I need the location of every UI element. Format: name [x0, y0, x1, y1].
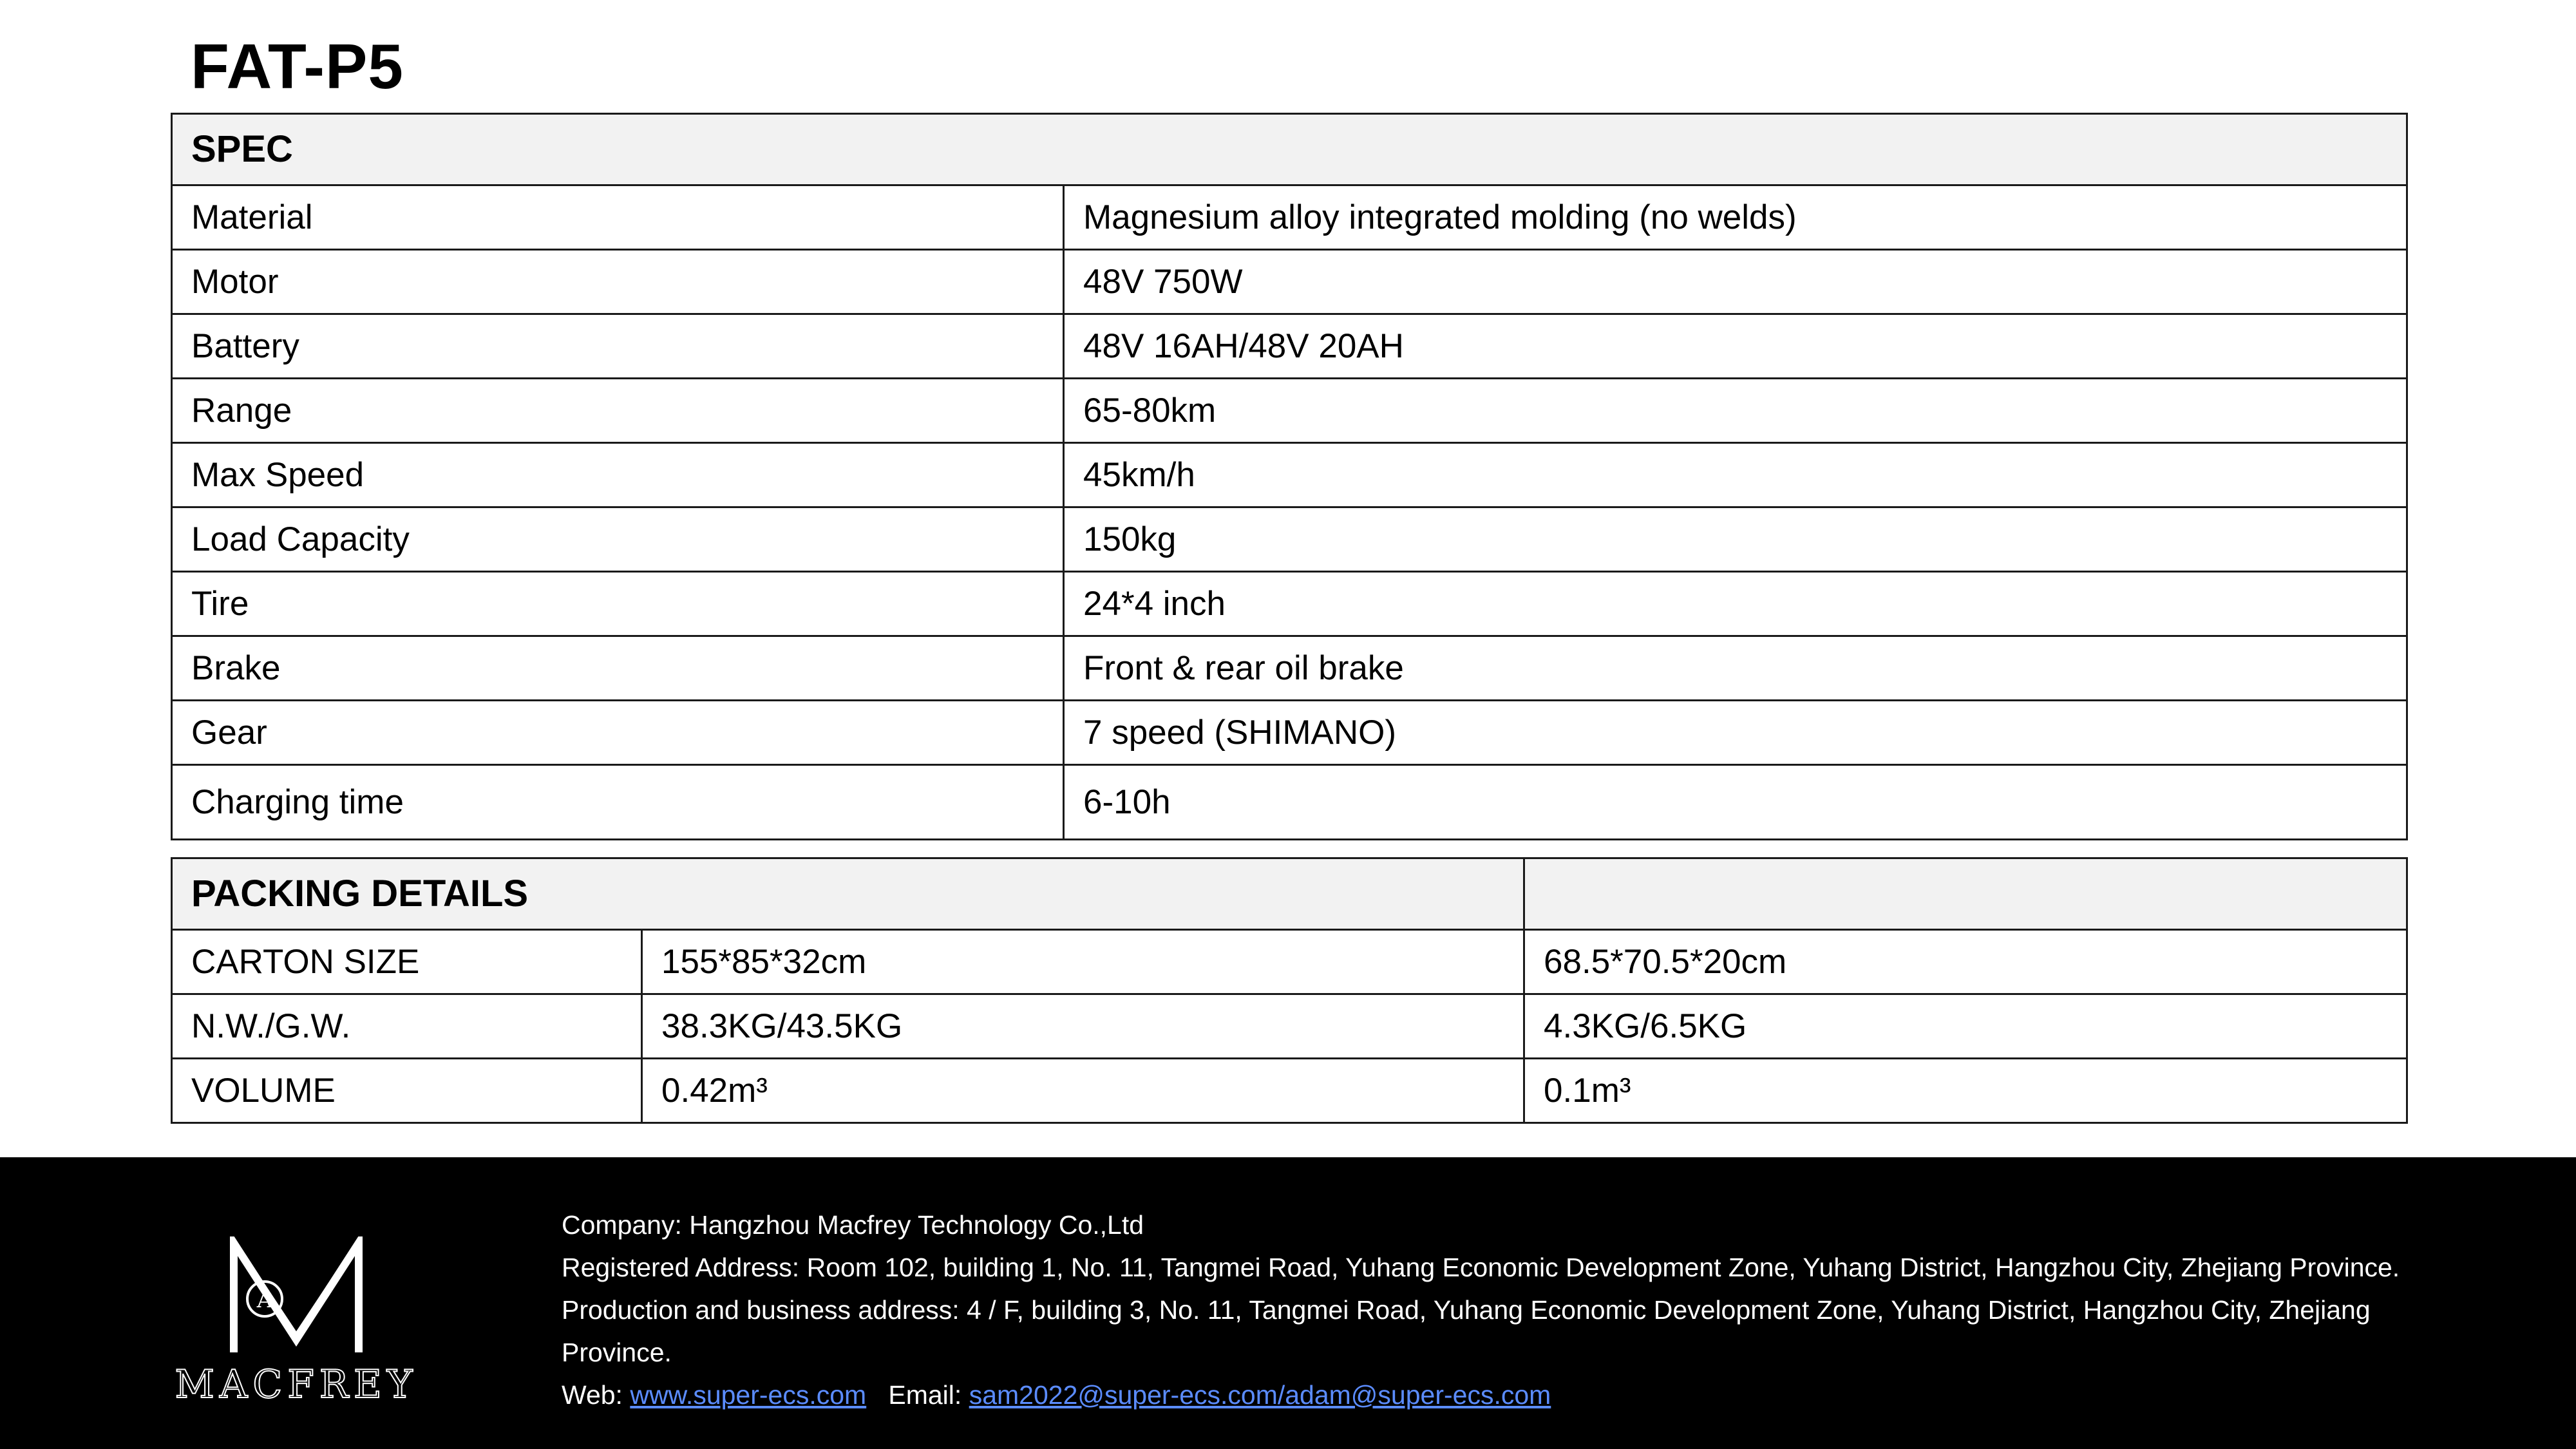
page-title: FAT-P5: [191, 31, 404, 102]
spec-row: [172, 572, 2407, 636]
spec-value: 48V 16AH/48V 20AH: [1064, 314, 2407, 379]
spec-row: [172, 765, 2407, 840]
logo-wordmark: MACFREY: [175, 1362, 418, 1404]
packing-label: CARTON SIZE: [172, 930, 642, 994]
packing-header-extra: [1524, 858, 2407, 930]
spec-label: Tire: [172, 572, 1064, 636]
spec-label: Brake: [172, 636, 1064, 701]
packing-label: VOLUME: [172, 1059, 642, 1123]
packing-table: [171, 857, 2408, 1124]
production-address-line1: Production and business address: 4 / F, building 3, No. 11, Tangmei Road, Yuhang Economic Development Zone, Yuhang District, Hangzhou City, Zhejiang: [562, 1295, 2371, 1325]
company-name: Company: Hangzhou Macfrey Technology Co.,Ltd: [562, 1210, 1144, 1240]
spec-value: Magnesium alloy integrated molding (no welds): [1064, 185, 2407, 250]
spec-row: [172, 636, 2407, 701]
spec-label: Gear: [172, 701, 1064, 765]
web-label: Web:: [562, 1380, 623, 1410]
macfrey-logo: [138, 1236, 454, 1404]
spec-table: [171, 113, 2408, 840]
spec-label: Charging time: [172, 765, 1064, 840]
spec-label: Max Speed: [172, 443, 1064, 507]
spec-value: 65-80km: [1064, 379, 2407, 443]
spec-row: [172, 250, 2407, 314]
spec-value: 7 speed (SHIMANO): [1064, 701, 2407, 765]
spec-value: 48V 750W: [1064, 250, 2407, 314]
packing-value2: 0.1m³: [1524, 1059, 2407, 1123]
spec-row: [172, 701, 2407, 765]
web-link[interactable]: www.super-ecs.com: [630, 1380, 867, 1410]
spec-row: [172, 185, 2407, 250]
spec-label: Range: [172, 379, 1064, 443]
contact-line: [562, 1374, 2400, 1416]
packing-row: [172, 930, 2407, 994]
spec-label: Material: [172, 185, 1064, 250]
spec-value: 24*4 inch: [1064, 572, 2407, 636]
packing-value1: 0.42m³: [642, 1059, 1524, 1123]
packing-value1: 155*85*32cm: [642, 930, 1524, 994]
spec-value: Front & rear oil brake: [1064, 636, 2407, 701]
spec-value: 150kg: [1064, 507, 2407, 572]
spec-label: Battery: [172, 314, 1064, 379]
spec-header-row: [172, 114, 2407, 185]
spec-value: 6-10h: [1064, 765, 2407, 840]
spec-value: 45km/h: [1064, 443, 2407, 507]
spec-row: [172, 507, 2407, 572]
email-link[interactable]: sam2022@super-ecs.com/adam@super-ecs.com: [969, 1380, 1551, 1410]
spec-header: SPEC: [172, 114, 2407, 185]
packing-value2: 68.5*70.5*20cm: [1524, 930, 2407, 994]
spec-label: Load Capacity: [172, 507, 1064, 572]
spec-row: [172, 379, 2407, 443]
svg-text:A: A: [256, 1287, 273, 1313]
registered-address: Registered Address: Room 102, building 1, No. 11, Tangmei Road, Yuhang Economic Development Zone, Yuhang District, Hangzhou City, Zhejiang Province.: [562, 1253, 2400, 1282]
packing-label: N.W./G.W.: [172, 994, 642, 1059]
packing-header: PACKING DETAILS: [172, 858, 1524, 930]
spec-label: Motor: [172, 250, 1064, 314]
packing-value1: 38.3KG/43.5KG: [642, 994, 1524, 1059]
spec-row: [172, 314, 2407, 379]
packing-row: [172, 994, 2407, 1059]
company-info: [562, 1204, 2400, 1416]
email-label: Email:: [888, 1380, 962, 1410]
production-address-line2: Province.: [562, 1338, 672, 1367]
packing-row: [172, 1059, 2407, 1123]
footer: [0, 1157, 2576, 1449]
spec-row: [172, 443, 2407, 507]
packing-header-row: [172, 858, 2407, 930]
packing-value2: 4.3KG/6.5KG: [1524, 994, 2407, 1059]
